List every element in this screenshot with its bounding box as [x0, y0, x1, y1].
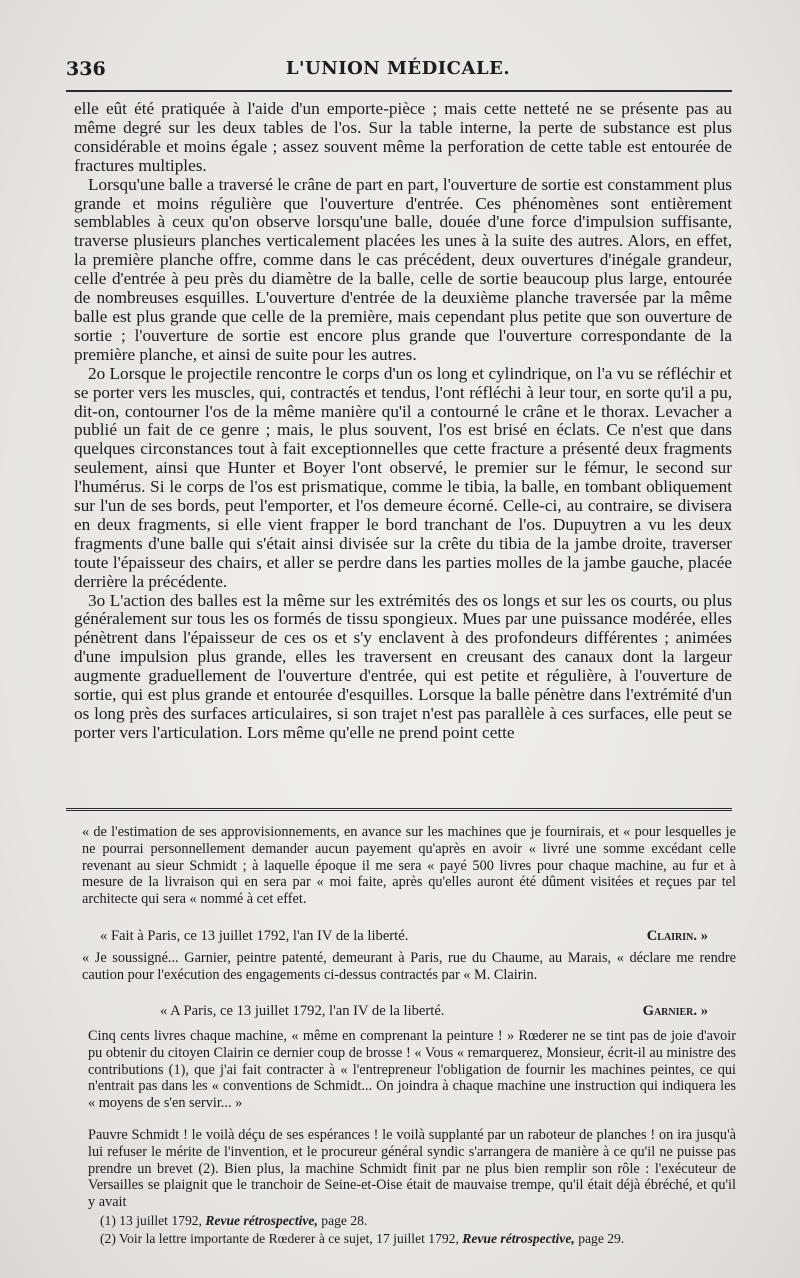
- footnote-source: Revue rétrospective,: [462, 1231, 575, 1246]
- signature-date: « A Paris, ce 13 juillet 1792, l'an IV de la liberté.: [160, 1003, 445, 1019]
- signature-line-garnier: [160, 1003, 708, 1020]
- running-title: L'UNION MÉDICALE.: [285, 58, 511, 79]
- footnote-text: (1) 13 juillet 1792,: [100, 1213, 202, 1228]
- quote-garnier: [82, 950, 736, 984]
- signature-name: Garnier. »: [642, 1003, 708, 1019]
- paragraph-roederer: [88, 1028, 736, 1112]
- footnote-source: Revue rétrospective,: [205, 1213, 318, 1228]
- signature-name: Clairin. »: [646, 928, 708, 944]
- quote-contract: [82, 824, 736, 908]
- quote-text: « Je soussigné... Garnier, peintre patenté, demeurant à Paris, rue du Chaume, au Marais, « déclare me rendre caution pour l'exécution des engagements ci-dessus contractés par « M. Clairin.: [82, 950, 736, 983]
- footnote-page: page 28.: [321, 1213, 368, 1228]
- signature-line-clairin: [100, 928, 708, 945]
- paragraph-text: Pauvre Schmidt ! le voilà déçu de ses espérances ! le voilà supplanté par un raboteur de planches ! on ira jusqu'à lui refuser le mérite de l'invention, et le procureur général syndic s'arrangera de manière à ce qu'il ne puisse pas prendre un brevet (2). Bien plus, la machine Schmidt finit par ne plus bien remplir son rôle : l'exécuteur de Versailles se plaignit que le tranchoir de Seine-et-Oise était de mauvaise trempe, qu'il était déjà ébréché, et qu'il y avait: [88, 1127, 736, 1211]
- page-header: [66, 58, 730, 84]
- footnotes: [100, 1212, 720, 1248]
- signature-date: « Fait à Paris, ce 13 juillet 1792, l'an IV de la liberté.: [100, 928, 409, 944]
- paragraph-schmidt: [88, 1127, 736, 1211]
- paragraph-text: Cinq cents livres chaque machine, « même en comprenant la peinture ! » Rœderer ne se tint pas de joie d'avoir pu obtenir du citoyen Clairin ce dernier coup de brosse ! « Vous « remarquerez, Monsieur, écrit-il au ministre des contributions (1), que j'ai fait contracter à « l'entrepreneur l'obligation de fournir les machines peintes, ce qui n'entrait pas dans les « conventions de Schmidt... On joindra à chaque machine une instruction qui indiquera les « moyens de s'en servir... »: [88, 1028, 736, 1112]
- footnote-1: [100, 1212, 720, 1230]
- paragraph: elle eût été pratiquée à l'aide d'un emporte-pièce ; mais cette netteté ne se présente pas au même degré sur les deux tables de l'os. Sur la table interne, la perte de substance est plus considérable et moins égale ; assez souvent même la perforation de cette table est entourée de fractures multiples.: [74, 99, 732, 175]
- page-number: 336: [66, 58, 106, 80]
- paragraph: 2o Lorsque le projectile rencontre le corps d'un os long et cylindrique, on l'a vu se réfléchir et se porter vers les muscles, qui, contractés et tendus, l'ont réfléchi à leur tour, en sorte qu'il a pu, dit-on, contourner l'os de la même manière qu'il a contourné le crâne et le thorax. Levacher a publié un fait de ce genre ; mais, le plus souvent, l'os est brisé en éclats. Ce n'est que dans quelques circonstances tout à fait exceptionnelles que cette fracture a présenté deux fragments seulement, ainsi que Hunter et Boyer l'ont observé, le premier sur le fémur, le second sur l'humérus. Si le corps de l'os est prismatique, comme le tibia, la balle, en tombant obliquement sur l'un de ses bords, peut l'emporter, et l'os demeure écorné. Celle-ci, au contraire, se divisera en deux fragments, si elle vient frapper le bord tranchant de l'os. Dupuytren a vu les deux fragments d'une balle qui s'était ainsi divisée sur la crête du tibia de la jambe droite, traverser toute l'épaisseur des chairs, et aller se perdre dans les parties molles de la jambe gauche, placée derrière la précédente.: [74, 363, 732, 591]
- paragraph: Lorsqu'une balle a traversé le crâne de part en part, l'ouverture de sortie est constamment plus grande et moins régulière que l'ouverture d'entrée. Ces phénomènes sont entièrement semblables à ceux qu'on observe lorsqu'une balle, douée d'une force d'impulsion suffisante, traverse plusieurs planches verticalement placées les unes à la suite des autres. Alors, en effet, la première planche offre, comme dans le cas précédent, deux ouvertures d'inégale grandeur, celle d'entrée à peu près du diamètre de la balle, celle de sortie beaucoup plus large, entourée de nombreuses esquilles. L'ouverture d'entrée de la deuxième planche traversée par la même balle est plus grande que celle de la première, mais cependant plus petite que son ouverture de sortie ; l'ouverture de sortie est encore plus grande que l'ouverture correspondante de la première planche, et ainsi de suite pour les autres.: [74, 174, 732, 364]
- main-text: [74, 100, 732, 743]
- footnote-page: page 29.: [578, 1231, 625, 1246]
- section-divider: [66, 808, 732, 811]
- quote-text: « de l'estimation de ses approvisionnements, en avance sur les machines que je fournirais, et « pour lesquelles je ne pourrai personnellement demander aucun payement qu'après en avoir « livré une somme excédant celle revenant au sieur Schmidt ; à laquelle époque il me sera « payé 500 livres pour chaque machine, au fur et à mesure de la livraison qui en sera par « moi faite, après qu'elles auront été dûment visitées et reçues par tel architecte qui sera « nommé à cet effet.: [82, 824, 736, 908]
- footnote-text: (2) Voir la lettre importante de Rœderer à ce sujet, 17 juillet 1792,: [100, 1231, 459, 1246]
- footnote-2: [100, 1230, 720, 1248]
- paragraph: 3o L'action des balles est la même sur les extrémités des os longs et sur les os courts, ou plus généralement sur tous les os formés de tissu spongieux. Mues par une puissance modérée, elles pénètrent dans l'épaisseur de ces os et s'y enclavent à des profondeurs différentes ; animées d'une impulsion plus grande, elles les traversent en creusant des canaux dont la largeur augmente graduellement de l'ouverture d'entrée, qui est petite et régulière, à l'ouverture de sortie, qui est plus grande et entourée d'esquilles. Lorsque la balle pénètre dans l'extrémité d'un os long près des surfaces articulaires, si son trajet n'est pas parallèle à ces surfaces, elle peut se porter vers l'articulation. Lors même qu'elle ne prend point cette: [74, 590, 732, 742]
- header-rule: [66, 90, 732, 92]
